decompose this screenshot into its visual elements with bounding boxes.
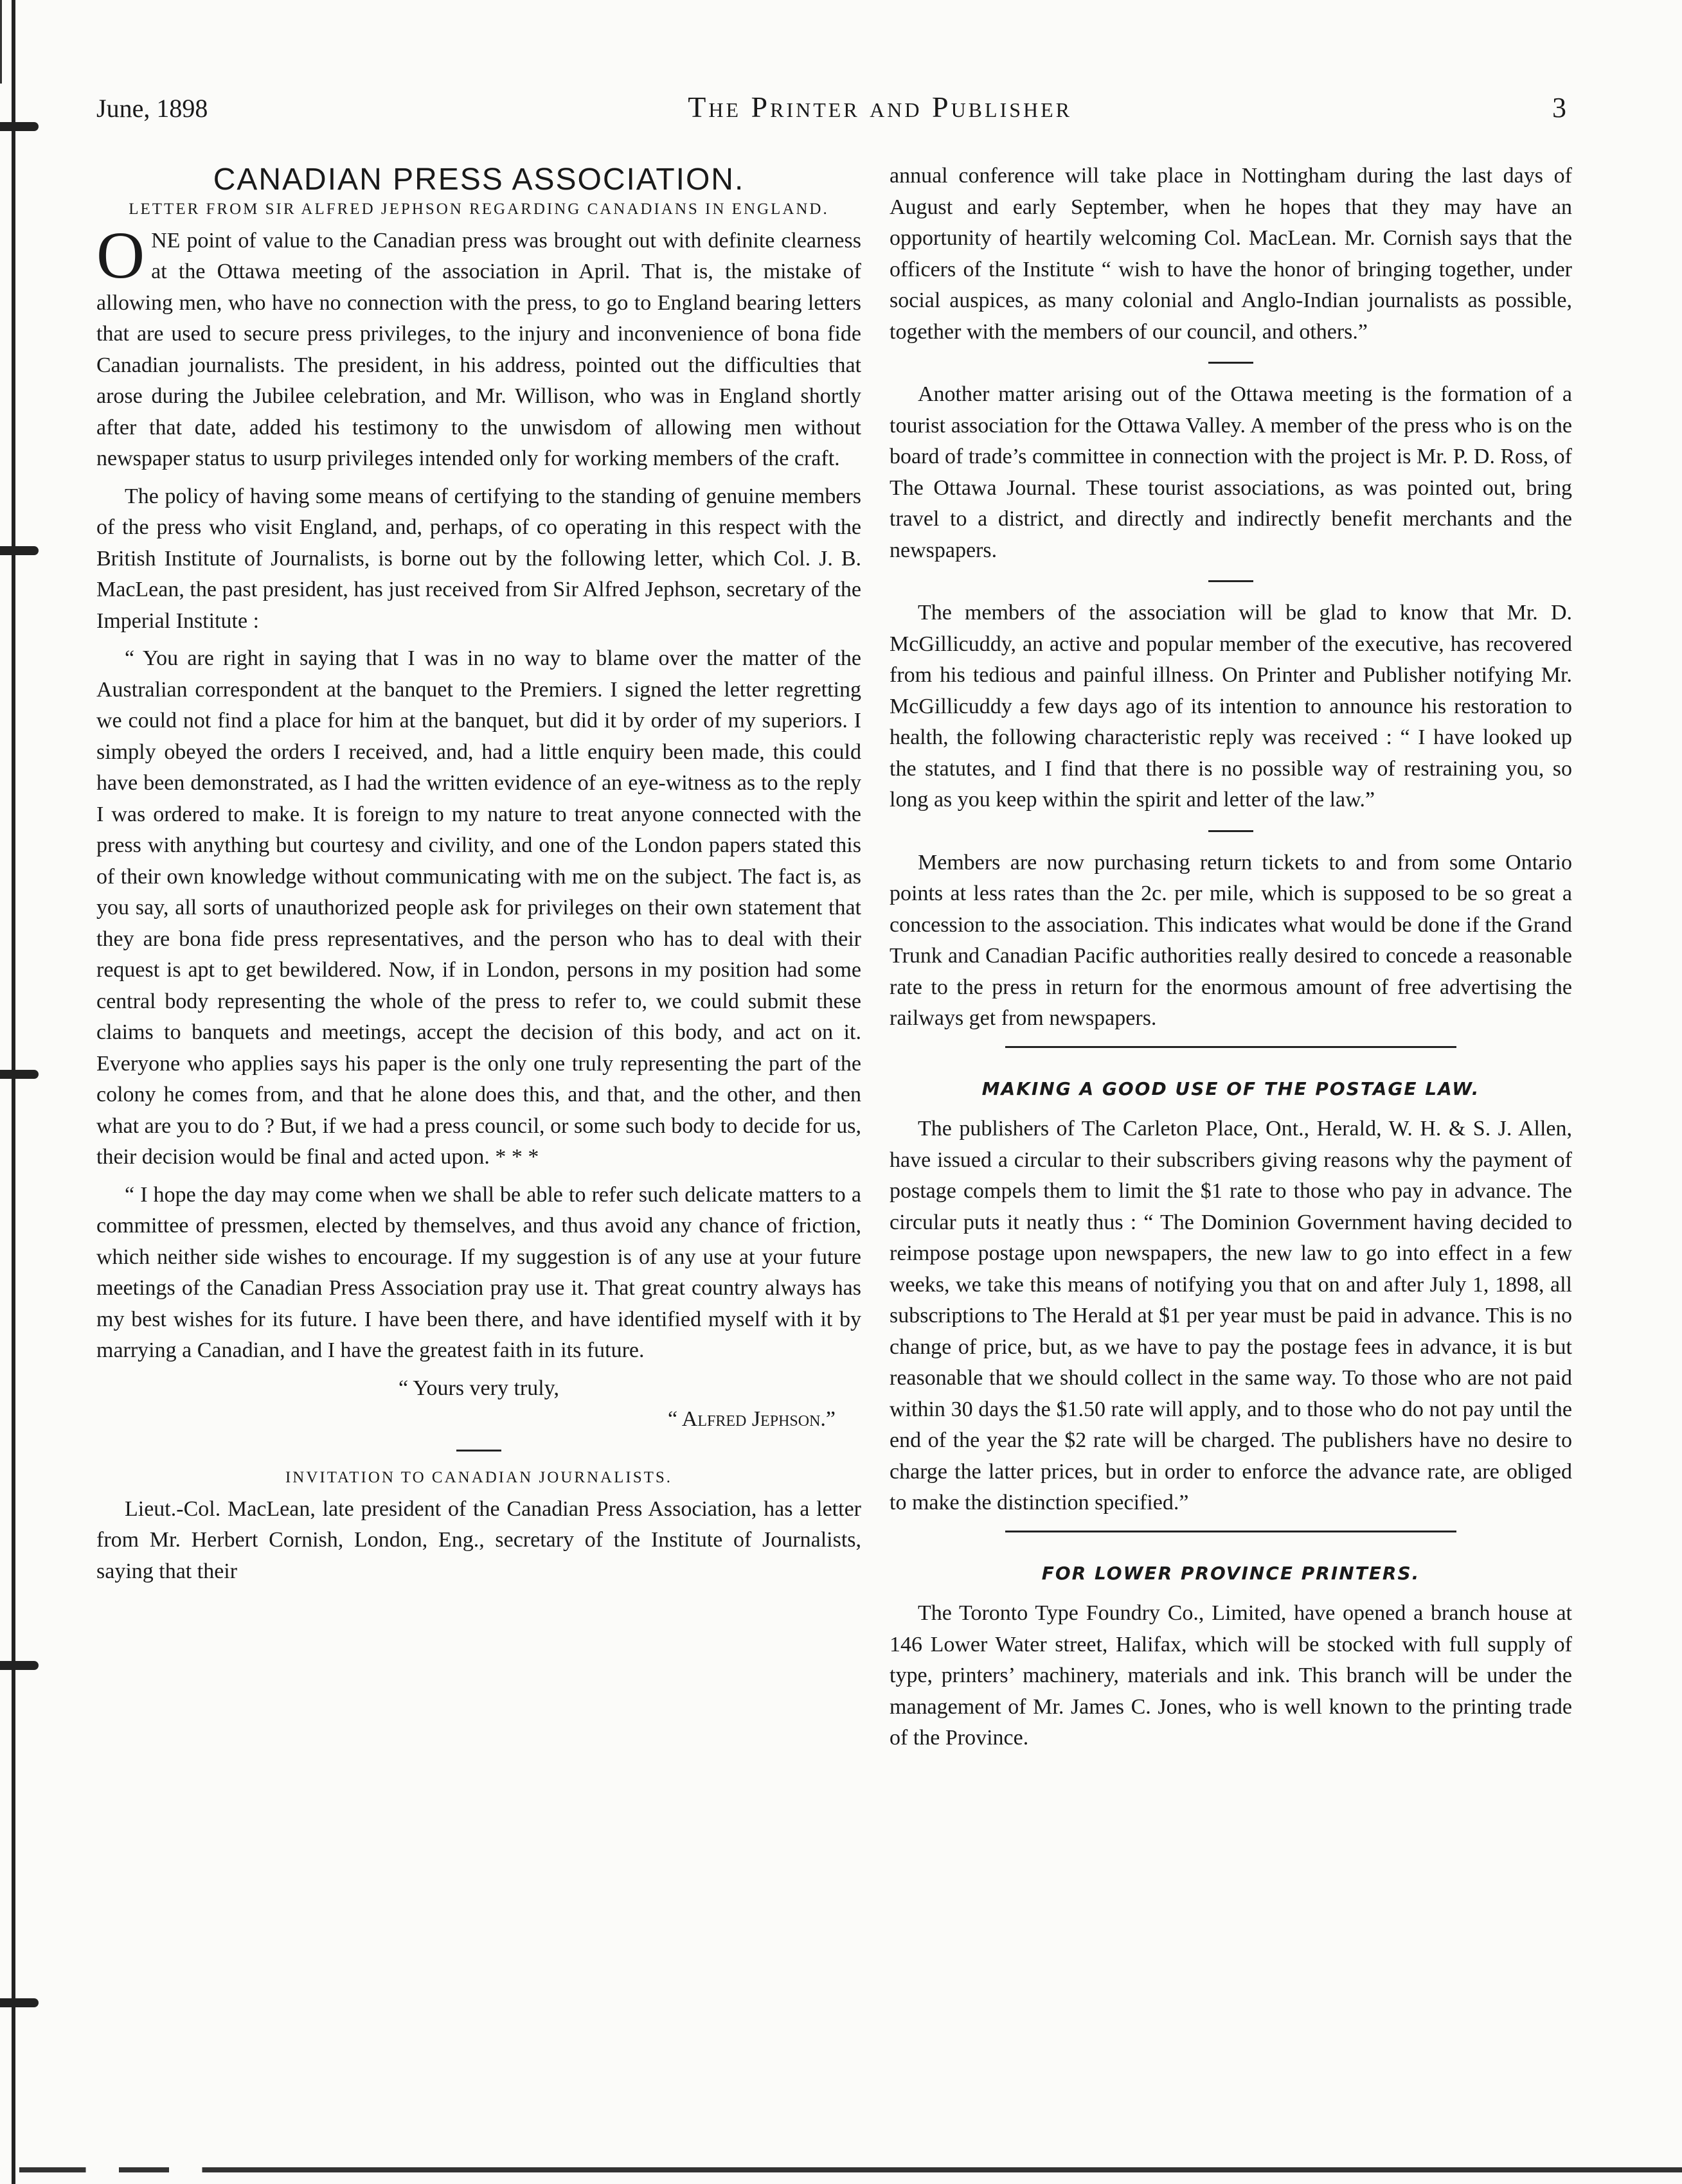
right-column <box>890 161 1572 1761</box>
binding-mark <box>0 122 39 131</box>
article-heading: CANADIAN PRESS ASSOCIATION. <box>213 163 745 197</box>
binding-line <box>12 0 15 2184</box>
paragraph: annual conference will take place in Nottingham during the last days of August and early September, when he hopes that they may have an opportunity of heartily welcoming Col. MacLean. Mr. Cornish says that the officers of the Institute “ wish to have the honor of bringing together, under social auspices, as many colonial and Anglo-Indian journalists as possible, together with the members of our council, and others.” <box>890 164 1572 344</box>
issue-date: June, 1898 <box>96 94 208 123</box>
section-divider <box>1208 362 1253 364</box>
drop-cap: O <box>96 218 145 292</box>
paragraph: “ You are right in saying that I was in no way to blame over the matter of the Australian correspondent at the banquet to the Premiers. I signed the letter regretting we could not find a place for him at the banquet, but did it by order of my superiors. I simply obeyed the orders I received, and, had a little enquiry been made, this could have been demonstrated, as I had the written evidence of an eye-witness as to the reply I was ordered to make. It is foreign to my nature to treat anyone connected with the press with anything but courtesy and civility, and one of the London papers stated this of their own knowledge without communicating with me on the subject. The fact is, as you say, all sorts of unauthorized people ask for privileges on their own statement that they are bona fide press representatives, and the person who has to deal with their request is apt to get bewildered. Now, if in London, persons in my position had some central body representing the whole of the press to refer to, we could submit these claims to banquets and meetings, accept the decision of this body, and act on it. Everyone who applies says his paper is the only one truly representing the part of the colony he comes from, and that he alone does this, and that, and the other, and then what are you to do ? But, if we had a press council, or some such body to decide for us, their decision would be final and acted upon. * * * <box>96 646 861 1169</box>
page-number: 3 <box>1552 92 1566 123</box>
paragraph: The publishers of The Carleton Place, Ont., Herald, W. H. & S. J. Allen, have issued a circular to their subscribers giving reasons why the payment of postage compels them to limit the $1 rate to those who pay in advance. The circular puts it neatly thus : “ The Dominion Government having decided to reimpose postage upon newspapers, the new law to go into effect in a few weeks, we take this means of notifying you that on and after July 1, 1898, all subscriptions to The Herald at $1 per year must be paid in advance. This is no change of price, but, as we have to pay the postage fees in advance, it is but reasonable that we should collect in the same way. To those who are not paid within 30 days the $1.50 rate will apply, and to those who do not pay until the end of the year the $2 rate will be charged. The publishers have no desire to charge the latter prices, but in order to enforce the advance rate, are obliged to make the distinction specified.” <box>890 1117 1572 1514</box>
paragraph: “ I hope the day may come when we shall be able to refer such delicate matters to a committee of pressmen, elected by themselves, and thus avoid any chance of friction, which neither side wishes to encourage. If my suggestion is of any use at your future meetings of the Canadian Press Association pray use it. That great country always has my best wishes for its future. I have been there, and have identified myself with it by marrying a Canadian, and I have the greatest faith in its future. <box>96 1182 861 1362</box>
left-column <box>96 161 861 1594</box>
binding-edge <box>0 0 2 84</box>
paragraph: ONE point of value to the Canadian press was brought out with definite clearness at the Ottawa meeting of the association in April. That is, the mistake of allowing men, who have no connection with the press, to go to England bearing letters that are used to secure press privileges, to the injury and inconvenience of bona fide Canadian journalists. The president, in his address, pointed out the difficulties that arose during the Jubilee celebration, and Mr. Willison, who was in England shortly after that date, added his testimony to the unwisdom of allowing men without newspaper status to usurp privileges intended only for working members of the craft. <box>96 218 861 470</box>
paragraph: The policy of having some means of certifying to the standing of genuine members of the press who visit England, and, perhaps, of co operating in this respect with the British Institute of Journalists, is borne out by the following letter, which Col. J. B. MacLean, the past president, has just received from Sir Alfred Jephson, secretary of the Imperial Institute : <box>96 484 861 633</box>
binding-mark <box>0 1998 39 2007</box>
paragraph: The members of the association will be glad to know that Mr. D. McGillicuddy, an active and popular member of the executive, has recovered from his tedious and painful illness. On Printer and Publisher notifying Mr. McGillicuddy a few days ago of its intention to announce his restoration to health, the following characteristic reply was received : “ I have looked up the statutes, and I find that there is no possible way of restraining you, so long as you keep within the spirit and letter of the law.” <box>890 601 1572 812</box>
section-heading: MAKING A GOOD USE OF THE POSTAGE LAW. <box>981 1078 1480 1099</box>
section-divider <box>1005 1531 1456 1532</box>
article-subheading: LETTER FROM SIR ALFRED JEPHSON REGARDING CANADIANS IN ENGLAND. <box>129 200 829 218</box>
page-header <box>96 90 1566 135</box>
section-heading: FOR LOWER PROVINCE PRINTERS. <box>1041 1562 1420 1584</box>
bottom-border <box>19 2167 1682 2172</box>
section-divider <box>456 1450 501 1452</box>
paragraph: Lieut.-Col. MacLean, late president of the Canadian Press Association, has a letter from Mr. Herbert Cornish, London, Eng., secretary of the Institute of Journalists, saying that their <box>96 1496 861 1583</box>
binding-mark <box>0 1070 39 1079</box>
binding-mark <box>0 1661 39 1670</box>
section-divider <box>1208 580 1253 582</box>
binding-mark <box>0 546 39 555</box>
paragraph: The Toronto Type Foundry Co., Limited, have opened a branch house at 146 Lower Water street, Halifax, which will be stocked with full supply of type, printers’ machinery, materials and ink. This branch will be under the management of Mr. James C. Jones, who is well known to the printing trade of the Province. <box>890 1601 1572 1750</box>
paragraph: Members are now purchasing return tickets to and from some Ontario points at less rates than the 2c. per mile, which is supposed to be so great a concession to the association. This indicates what would be done if the Grand Trunk and Canadian Pacific authorities really desired to concede a reasonable rate to the press in return for the enormous amount of free advertising the railways get from newspapers. <box>890 850 1572 1030</box>
section-heading: INVITATION TO CANADIAN JOURNALISTS. <box>285 1468 673 1486</box>
section-divider <box>1005 1046 1456 1048</box>
publication-title: The Printer and Publisher <box>688 91 1073 123</box>
section-divider <box>1208 830 1253 832</box>
signature-name: “ Alfred Jephson.” <box>668 1407 836 1431</box>
paragraph: Another matter arising out of the Ottawa meeting is the formation of a tourist association for the Ottawa Valley. A member of the press who is on the board of trade’s committee in connection with the project is Mr. P. D. Ross, of The Ottawa Journal. These tourist associations, as was pointed out, bring travel to a district, and directly and indirectly benefit merchants and the newspapers. <box>890 382 1572 562</box>
signature-closing: “ Yours very truly, <box>398 1376 559 1400</box>
